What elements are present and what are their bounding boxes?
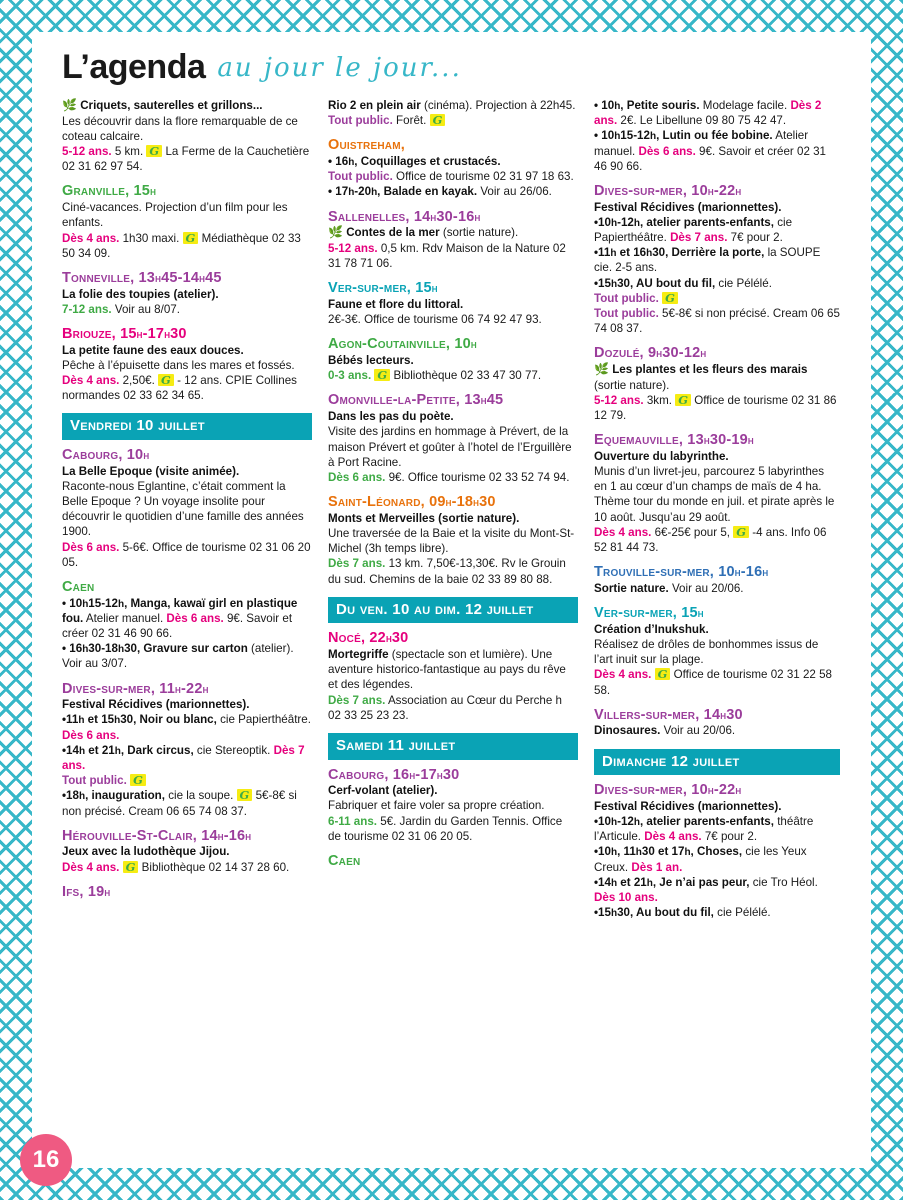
agenda-entry bbox=[594, 432, 840, 555]
event-bullet: • 10h15-12h, Manga, kawaï girl en plastique fou. Atelier manuel. Dès 6 ans. 9€. Savoir et créer 02 31 46 90 66. bbox=[62, 596, 298, 641]
g-badge: G bbox=[123, 861, 139, 873]
event-bullet: Tout public. Office de tourisme 02 31 97 18 63. bbox=[328, 170, 574, 184]
event-city: Hérouville-St-Clair, 14h-16h bbox=[62, 827, 252, 844]
event-description: Ciné-vacances. Projection d’un film pour les enfants. bbox=[62, 201, 288, 230]
leaf-icon: 🌿 bbox=[328, 225, 343, 240]
event-subitem: •15h30, AU bout du fil, cie Pélélé. bbox=[594, 276, 772, 290]
agenda-entry bbox=[328, 494, 578, 587]
event-public-info: Tout public. Forêt. G bbox=[328, 113, 578, 128]
page-number: 16 bbox=[20, 1134, 72, 1186]
g-badge: G bbox=[374, 369, 390, 381]
event-city: Tonneville, 13h45-14h45 bbox=[62, 269, 222, 286]
agenda-entry bbox=[328, 280, 578, 327]
event-description: Réalisez de drôles de bonhommes issus de l’art inuit sur la plage. bbox=[594, 637, 819, 667]
event-city: Ver-sur-mer, 15h bbox=[328, 280, 438, 297]
g-badge: G bbox=[158, 374, 174, 386]
event-headline: La petite faune des eaux douces. bbox=[62, 343, 244, 357]
day-heading: Vendredi 10 juillet bbox=[62, 413, 312, 440]
event-city: Sallenelles, 14h30-16h bbox=[328, 208, 481, 225]
event-headline: La folie des toupies (atelier). bbox=[62, 287, 219, 301]
g-badge: G bbox=[655, 668, 671, 680]
agenda-entry bbox=[594, 782, 840, 920]
agenda-entry bbox=[62, 183, 312, 260]
event-headline: Jeux avec la ludothèque Jijou. bbox=[62, 845, 230, 859]
page-subtitle: au jour le jour... bbox=[217, 53, 462, 83]
event-age-info: Dès 4 ans. 1h30 maxi. G Médiathèque 02 33 50 34 09. bbox=[62, 230, 301, 260]
event-bullet: • 16h, Coquillages et crustacés. bbox=[328, 155, 501, 169]
event-nature-title: 🌿 Les plantes et les fleurs des marais (sortie nature). bbox=[594, 361, 808, 392]
agenda-entry bbox=[594, 707, 840, 739]
agenda-entry bbox=[594, 183, 840, 336]
agenda-entry bbox=[62, 884, 312, 901]
event-subitem: Tout public. G bbox=[594, 291, 840, 306]
event-subitem: Tout public. G bbox=[62, 773, 312, 788]
event-subitem: •10h, 11h30 et 17h, Choses, cie les Yeux Creux. Dès 1 an. bbox=[594, 845, 807, 874]
event-age-info: Dès 6 ans. 9€. Office tourisme 02 33 52 74 94. bbox=[328, 470, 570, 484]
event-description: 2€-3€. Office de tourisme 06 74 92 47 93. bbox=[328, 313, 542, 327]
event-city: Ouistreham, bbox=[328, 137, 405, 154]
leaf-icon: 🌿 bbox=[594, 361, 609, 376]
event-subitem: •14h et 21h, Dark circus, cie Stereoptik. Dès 7 ans. bbox=[62, 743, 305, 773]
event-city: Equemauville, 13h30-19h bbox=[594, 432, 754, 449]
event-headline: Faune et flore du littoral. bbox=[328, 298, 464, 312]
event-headline: Sortie nature. Voir au 20/06. bbox=[594, 581, 744, 595]
event-subitem: •10h-12h, atelier parents-enfants, théâtre l’Articule. Dès 4 ans. 7€ pour 2. bbox=[594, 815, 814, 844]
event-headline: Mortegriffe (spectacle son et lumière). Une aventure historico-fantastique au pays du rêve et des légendes. bbox=[328, 648, 566, 692]
event-age-info: 5-12 ans. 0,5 km. Rdv Maison de la Nature 02 31 78 71 06. bbox=[328, 242, 566, 271]
event-city: Granville, 15h bbox=[62, 183, 157, 200]
g-badge: G bbox=[662, 292, 678, 304]
event-age-info: 5-12 ans. 5 km. G La Ferme de la Cauchetière 02 31 62 97 54. bbox=[62, 144, 310, 174]
event-city: Trouville-sur-mer, 10h-16h bbox=[594, 564, 769, 581]
agenda-entry bbox=[328, 767, 578, 844]
event-city: Nocé, 22h30 bbox=[328, 630, 409, 647]
event-age-info: 7-12 ans. Voir au 8/07. bbox=[62, 302, 180, 316]
leaf-icon: 🌿 bbox=[62, 98, 77, 112]
event-headline: Ouverture du labyrinthe. bbox=[594, 449, 729, 463]
event-age-info: Dès 6 ans. 5-6€. Office de tourisme 02 31 06 20 05. bbox=[62, 540, 311, 569]
event-age-info: Dès 4 ans. 6€-25€ pour 5, G -4 ans. Info 06 52 81 44 73. bbox=[594, 524, 827, 555]
event-city: Agon-Coutainville, 10h bbox=[328, 336, 477, 353]
event-subitem: •10h-12h, atelier parents-enfants, cie Papierthéâtre. Dès 7 ans. 7€ pour 2. bbox=[594, 215, 793, 244]
event-subitem: Tout public. 5€-8€ si non précisé. Cream 06 65 74 08 37. bbox=[594, 306, 840, 336]
event-age-info: 5-12 ans. 3km. G Office de tourisme 02 31 86 12 79. bbox=[594, 392, 837, 423]
event-age-info: Dès 7 ans. Association au Cœur du Perche h 02 33 25 23 23. bbox=[328, 693, 562, 722]
agenda-entry bbox=[328, 209, 578, 272]
event-subitem: •14h et 21h, Je n’ai pas peur, cie Tro Héol. Dès 10 ans. bbox=[594, 875, 818, 904]
event-subitem: •11h et 16h30, Derrière la porte, la SOUPE cie. 2-5 ans. bbox=[594, 246, 821, 275]
event-city: Cabourg, 16h-17h30 bbox=[328, 766, 460, 783]
agenda-entry bbox=[328, 98, 578, 128]
event-city: Ifs, 19h bbox=[62, 883, 111, 900]
agenda-entry bbox=[594, 345, 840, 423]
page-header bbox=[62, 50, 852, 84]
event-nature-title: 🌿 Criquets, sauterelles et grillons... bbox=[62, 98, 263, 112]
agenda-entry bbox=[594, 98, 840, 174]
event-city: Dives-sur-mer, 10h-22h bbox=[594, 182, 742, 199]
event-city: Omonville-la-Petite, 13h45 bbox=[328, 392, 504, 409]
agenda-entry bbox=[62, 681, 312, 819]
event-age-info: Dès 4 ans. G Bibliothèque 02 14 37 28 60. bbox=[62, 859, 290, 874]
event-city: Caen bbox=[328, 853, 361, 869]
event-city: Villers-sur-mer, 14h30 bbox=[594, 706, 743, 723]
event-headline: Festival Récidives (marionnettes). bbox=[62, 698, 250, 712]
event-headline: Bébés lecteurs. bbox=[328, 354, 414, 368]
agenda-page bbox=[62, 50, 852, 1160]
event-description: Raconte-nous Eglantine, c’était comment la Belle Epoque ? Un voyage insolite pour découvrir le quotidien d’une famille des années 1900. bbox=[62, 479, 304, 539]
column-right bbox=[594, 98, 840, 929]
day-heading: Samedi 11 juillet bbox=[328, 733, 578, 760]
event-age-info: Dès 4 ans. 2,50€. G - 12 ans. CPIE Collines normandes 02 33 62 34 65. bbox=[62, 372, 297, 403]
event-description: Une traversée de la Baie et la visite du Mont-St-Michel (3h temps libre). bbox=[328, 526, 575, 556]
event-age-info: Dès 4 ans. G Office de tourisme 02 31 22 58 58. bbox=[594, 667, 832, 697]
event-bullet: • 10h, Petite souris. Modelage facile. Dès 2 ans. 2€. Le Libellune 09 80 75 42 47. bbox=[594, 99, 822, 128]
agenda-entry bbox=[328, 630, 578, 723]
event-headline: Festival Récidives (marionnettes). bbox=[594, 200, 782, 214]
event-headline: Festival Récidives (marionnettes). bbox=[594, 799, 782, 813]
columns-container bbox=[62, 98, 852, 929]
g-badge: G bbox=[675, 394, 691, 406]
event-headline: Monts et Merveilles (sortie nature). bbox=[328, 511, 520, 525]
g-badge: G bbox=[183, 232, 199, 244]
event-age-info: 0-3 ans. G Bibliothèque 02 33 47 30 77. bbox=[328, 368, 542, 383]
agenda-entry bbox=[328, 336, 578, 383]
event-subitem: •15h30, Au bout du fil, cie Pélélé. bbox=[594, 906, 771, 920]
event-description: Visite des jardins en hommage à Prévert, de la maison Prévert et goûter à l’hotel de l’Erguillère à Port Racine. bbox=[328, 425, 572, 469]
event-city: Ver-sur-mer, 15h bbox=[594, 605, 704, 622]
event-subitem: •11h et 15h30, Noir ou blanc, cie Papierthéâtre. Dès 6 ans. bbox=[62, 713, 311, 742]
event-headline: Dans les pas du poète. bbox=[328, 410, 454, 424]
column-middle bbox=[328, 98, 578, 929]
event-city: Dives-sur-mer, 11h-22h bbox=[62, 680, 209, 697]
g-badge: G bbox=[146, 145, 162, 157]
event-description: Pêche à l’épuisette dans les mares et fossés. bbox=[62, 358, 295, 372]
agenda-entry bbox=[62, 447, 312, 570]
event-headline: Création d’Inukshuk. bbox=[594, 622, 709, 636]
event-nature-title: 🌿 Contes de la mer (sortie nature). bbox=[328, 225, 519, 240]
agenda-entry bbox=[594, 605, 840, 698]
agenda-entry bbox=[328, 853, 578, 870]
event-city: Saint-Léonard, 09h-18h30 bbox=[328, 494, 496, 511]
event-city: Dives-sur-mer, 10h-22h bbox=[594, 782, 742, 799]
event-headline: Cerf-volant (atelier). bbox=[328, 784, 438, 798]
event-subitem: •18h, inauguration, cie la soupe. G 5€-8€ si non précisé. Cream 06 65 74 08 37. bbox=[62, 788, 297, 818]
event-city: Briouze, 15h-17h30 bbox=[62, 325, 187, 342]
g-badge: G bbox=[430, 114, 446, 126]
agenda-entry bbox=[328, 137, 578, 199]
agenda-entry bbox=[62, 326, 312, 403]
agenda-entry bbox=[62, 270, 312, 317]
event-description: Munis d’un livret-jeu, parcourez 5 labyrinthes en 1 au cœur d’un champs de maïs de 4 ha. Thème tour du monde en juil. et pirate après le 10 août. Jusqu’au 29 août. bbox=[594, 465, 835, 524]
event-bullet: • 10h15-12h, Lutin ou fée bobine. Atelier manuel. Dès 6 ans. 9€. Savoir et créer 02 31 46 90 66. bbox=[594, 129, 827, 173]
event-city: Caen bbox=[62, 578, 95, 595]
event-description: Fabriquer et faire voler sa propre création. bbox=[328, 799, 545, 813]
page-title: L’agenda bbox=[62, 48, 206, 86]
g-badge: G bbox=[733, 526, 749, 538]
event-age-info: Dès 7 ans. 13 km. 7,50€-13,30€. Rv le Grouin du sud. Chemins de la baie 02 33 89 80 88. bbox=[328, 557, 566, 586]
event-city: Dozulé, 9h30-12h bbox=[594, 345, 707, 362]
day-heading: Du ven. 10 au dim. 12 juillet bbox=[328, 597, 578, 624]
g-badge: G bbox=[237, 789, 253, 801]
event-description: Les découvrir dans la flore remarquable de ce coteau calcaire. bbox=[62, 114, 298, 143]
event-bullet: • 17h-20h, Balade en kayak. Voir au 26/06. bbox=[328, 185, 552, 199]
agenda-entry bbox=[62, 579, 312, 672]
agenda-entry bbox=[62, 828, 312, 875]
agenda-entry bbox=[62, 98, 312, 174]
event-bullet: • 16h30-18h30, Gravure sur carton (atelier). Voir au 3/07. bbox=[62, 642, 294, 671]
agenda-entry bbox=[594, 564, 840, 596]
event-age-info: 6-11 ans. 5€. Jardin du Garden Tennis. Office de tourisme 02 31 06 20 05. bbox=[328, 814, 563, 843]
event-headline: Rio 2 en plein air (cinéma). Projection à 22h45. bbox=[328, 99, 576, 112]
day-heading: Dimanche 12 juillet bbox=[594, 749, 840, 776]
event-headline: La Belle Epoque (visite animée). bbox=[62, 464, 240, 478]
event-headline: Dinosaures. Voir au 20/06. bbox=[594, 724, 736, 738]
g-badge: G bbox=[130, 774, 146, 786]
column-left bbox=[62, 98, 312, 929]
event-city: Cabourg, 10h bbox=[62, 447, 150, 463]
agenda-entry bbox=[328, 392, 578, 485]
